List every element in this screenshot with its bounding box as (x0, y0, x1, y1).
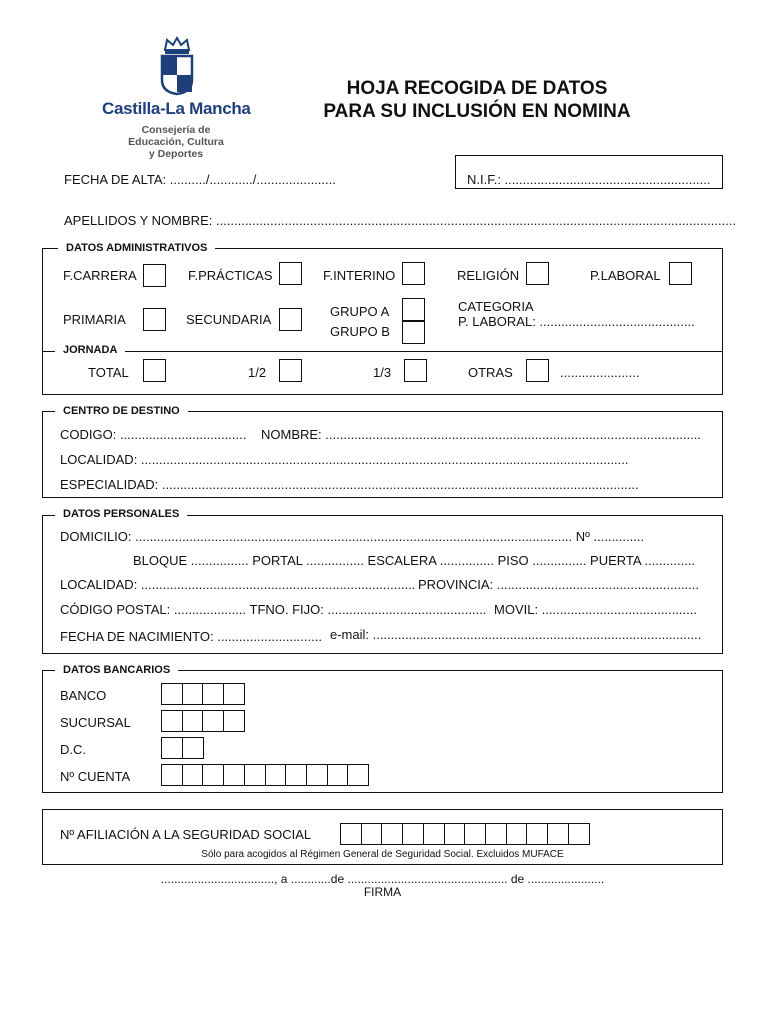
total-checkbox[interactable] (143, 359, 166, 382)
provincia-field[interactable]: PROVINCIA: ........................................................ (418, 577, 699, 592)
digit-box[interactable] (340, 823, 362, 845)
banco-label: BANCO (60, 688, 107, 703)
digit-box[interactable] (347, 764, 369, 786)
especialidad-field[interactable]: ESPECIALIDAD: .................................................................................................................................... (60, 477, 639, 492)
digit-box[interactable] (265, 764, 287, 786)
digit-box[interactable] (285, 764, 307, 786)
digit-box[interactable] (223, 764, 245, 786)
cuenta-digit-boxes[interactable] (161, 764, 368, 786)
digit-box[interactable] (182, 737, 204, 759)
primaria-label: PRIMARIA (63, 312, 126, 327)
jornada-divider (42, 351, 723, 352)
datos-bancarios-section (42, 670, 723, 793)
nif-field[interactable]: N.I.F.: ......................................................... (467, 172, 711, 187)
f-practicas-label: F.PRÁCTICAS (188, 268, 273, 283)
digit-box[interactable] (423, 823, 445, 845)
otras-label: OTRAS (468, 365, 513, 380)
cuenta-label: Nº CUENTA (60, 769, 131, 784)
digit-box[interactable] (327, 764, 349, 786)
apellidos-nombre-field[interactable]: APELLIDOS Y NOMBRE: ................................................................................................................................................ (64, 213, 737, 228)
digit-box[interactable] (568, 823, 590, 845)
digit-box[interactable] (182, 764, 204, 786)
digit-box[interactable] (161, 764, 183, 786)
jornada-title: JORNADA (55, 344, 125, 357)
digit-box[interactable] (223, 710, 245, 732)
digit-box[interactable] (202, 683, 224, 705)
secundaria-label: SECUNDARIA (186, 312, 272, 327)
categoria-p-laboral-field[interactable]: P. LABORAL: ........................................... (458, 314, 695, 329)
brand-name: Castilla-La Mancha (102, 99, 251, 118)
religion-label: RELIGIÓN (457, 268, 520, 283)
grupo-b-label: GRUPO B (330, 324, 390, 339)
digit-box[interactable] (161, 710, 183, 732)
seguridad-social-note: Sólo para acogidos al Régimen General de Seguridad Social. Excluidos MUFACE (201, 849, 564, 860)
department-name: Consejería de Educación, Cultura y Deportes (128, 124, 224, 160)
sucursal-digit-boxes[interactable] (161, 710, 244, 732)
fecha-alta-field[interactable]: FECHA DE ALTA: ........../............/...................... (64, 172, 336, 187)
fecha-nacimiento-field[interactable]: FECHA DE NACIMIENTO: ............................. (60, 629, 322, 644)
categoria-label: CATEGORIA (458, 299, 534, 314)
half-checkbox[interactable] (279, 359, 302, 382)
digit-box[interactable] (306, 764, 328, 786)
digit-box[interactable] (506, 823, 528, 845)
signature-date-line[interactable]: .................................., a ............de ................................................ de ....................... (160, 872, 605, 886)
digit-box[interactable] (161, 683, 183, 705)
digit-box[interactable] (485, 823, 507, 845)
grupo-a-label: GRUPO A (330, 304, 390, 319)
grupo-b-checkbox[interactable] (402, 321, 425, 344)
third-checkbox[interactable] (404, 359, 427, 382)
digit-box[interactable] (244, 764, 266, 786)
religion-checkbox[interactable] (526, 262, 549, 285)
domicilio-field[interactable]: DOMICILIO: ......................................................................................................................... Nº .............. (60, 529, 645, 544)
f-interino-checkbox[interactable] (402, 262, 425, 285)
primaria-checkbox[interactable] (143, 308, 166, 331)
localidad-personal-field[interactable]: LOCALIDAD: ............................................................................ (60, 577, 416, 592)
seguridad-social-label: Nº AFILIACIÓN A LA SEGURIDAD SOCIAL (60, 827, 312, 842)
digit-box[interactable] (402, 823, 424, 845)
secundaria-checkbox[interactable] (279, 308, 302, 331)
digit-box[interactable] (381, 823, 403, 845)
p-laboral-checkbox[interactable] (669, 262, 692, 285)
centro-destino-title: CENTRO DE DESTINO (55, 405, 188, 418)
digit-box[interactable] (161, 737, 183, 759)
f-practicas-checkbox[interactable] (279, 262, 302, 285)
p-laboral-label: P.LABORAL (590, 268, 661, 283)
digit-box[interactable] (223, 683, 245, 705)
banco-digit-boxes[interactable] (161, 683, 244, 705)
grupo-a-checkbox[interactable] (402, 298, 425, 321)
digit-box[interactable] (464, 823, 486, 845)
form-title-line2: PARA SU INCLUSIÓN EN NOMINA (323, 101, 631, 122)
digit-box[interactable] (202, 710, 224, 732)
codigo-field[interactable]: CODIGO: ................................... (60, 427, 247, 442)
nombre-field[interactable]: NOMBRE: ........................................................................................................ (261, 427, 701, 442)
movil-field[interactable]: MOVIL: ........................................... (494, 602, 697, 617)
datos-bancarios-title: DATOS BANCARIOS (55, 664, 178, 677)
datos-administrativos-title: DATOS ADMINISTRATIVOS (58, 242, 215, 255)
digit-box[interactable] (547, 823, 569, 845)
seguridad-social-digit-boxes[interactable] (340, 823, 588, 845)
coat-of-arms-icon (157, 36, 197, 96)
datos-personales-title: DATOS PERSONALES (55, 508, 187, 521)
bloque-portal-field[interactable]: BLOQUE ................ PORTAL ................ ESCALERA ............... PISO ............... PUERTA .............. (133, 553, 696, 568)
dc-digit-boxes[interactable] (161, 737, 202, 759)
firma-label: FIRMA (363, 885, 402, 899)
dc-label: D.C. (60, 742, 86, 757)
otras-checkbox[interactable] (526, 359, 549, 382)
third-label: 1/3 (373, 365, 392, 380)
f-interino-label: F.INTERINO (323, 268, 396, 283)
digit-box[interactable] (444, 823, 466, 845)
digit-box[interactable] (182, 710, 204, 732)
sucursal-label: SUCURSAL (60, 715, 131, 730)
f-carrera-label: F.CARRERA (63, 268, 137, 283)
digit-box[interactable] (182, 683, 204, 705)
digit-box[interactable] (202, 764, 224, 786)
otras-field[interactable]: ...................... (560, 365, 640, 380)
digit-box[interactable] (361, 823, 383, 845)
total-label: TOTAL (88, 365, 129, 380)
f-carrera-checkbox[interactable] (143, 264, 166, 287)
email-field[interactable]: e-mail: ........................................................................................... (330, 627, 702, 642)
digit-box[interactable] (526, 823, 548, 845)
form-title-line1: HOJA RECOGIDA DE DATOS (346, 78, 608, 99)
localidad-centro-field[interactable]: LOCALIDAD: ....................................................................................................................................... (60, 452, 629, 467)
half-label: 1/2 (248, 365, 267, 380)
codigo-postal-field[interactable]: CÓDIGO POSTAL: .................... TFNO. FIJO: ............................................ (60, 602, 487, 617)
